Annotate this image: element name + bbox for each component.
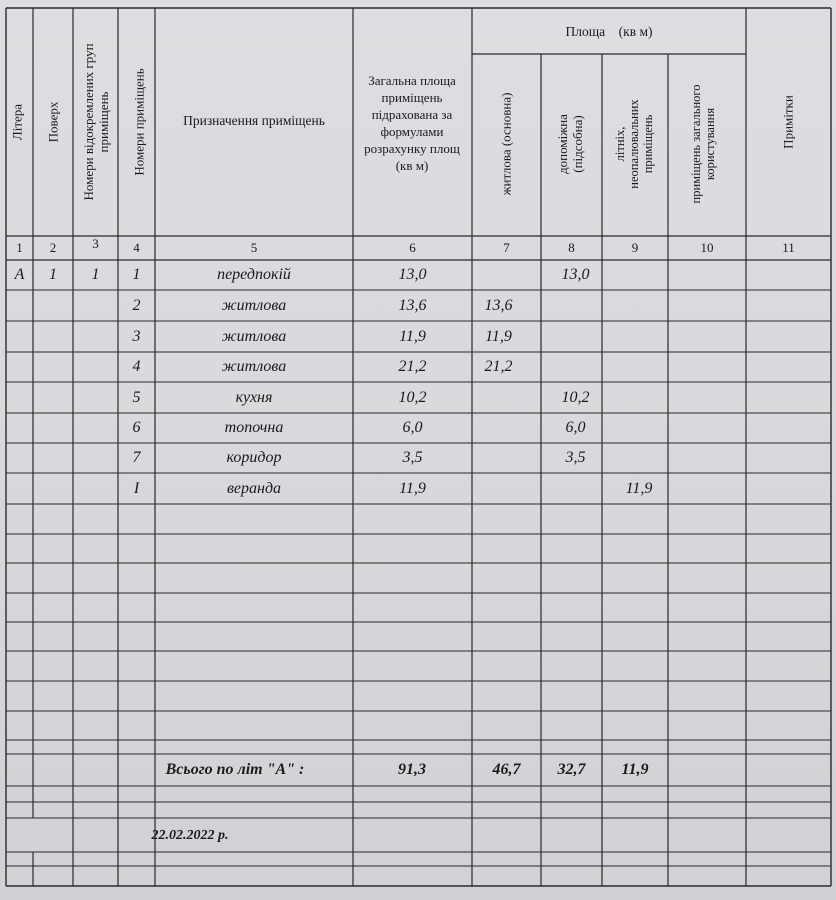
- cell-aux: [545, 474, 606, 503]
- cell-group: [73, 353, 118, 381]
- cell-aux: 6,0: [565, 419, 586, 436]
- cell-aux: [545, 353, 606, 381]
- cell-summer: [606, 353, 672, 381]
- cell-total: 13,0: [398, 266, 427, 283]
- header-area-group: Площа (кв м): [565, 23, 653, 39]
- totals-aux: 32,7: [557, 761, 586, 778]
- cell-group: [73, 474, 118, 503]
- column-number: 10: [700, 240, 714, 255]
- cell-total: 13,6: [398, 296, 427, 314]
- cell-aux: 10,2: [561, 388, 590, 406]
- cell-living: 13,6: [484, 296, 513, 314]
- cell-living: [464, 383, 533, 412]
- column-number: 9: [631, 240, 639, 255]
- cell-floor: [33, 353, 73, 381]
- column-number: 6: [409, 240, 416, 255]
- header-total-area: Загальна площа приміщень підрахована за формулами розрахунку площ (кв м): [364, 72, 460, 173]
- cell-litera: [6, 444, 33, 472]
- header-common-line1: приміщень загального: [689, 84, 703, 204]
- cell-room: І: [133, 479, 140, 497]
- header-aux-line1: допоміжна: [555, 114, 570, 174]
- cell-total: 3,5: [402, 449, 423, 466]
- cell-total: 11,9: [399, 327, 426, 345]
- cell-floor: [33, 414, 73, 442]
- header-groups-line2: приміщень: [96, 91, 111, 153]
- cell-group: [73, 383, 118, 412]
- cell-aux: [545, 322, 606, 351]
- cell-living: 11,9: [485, 327, 512, 345]
- header-purpose: Призначення приміщень: [183, 112, 325, 128]
- cell-summer: [606, 291, 672, 320]
- cell-room: 2: [132, 296, 141, 314]
- column-number: 5: [250, 240, 258, 255]
- header-aux: [555, 114, 585, 174]
- cell-litera: [6, 474, 33, 503]
- cell-purpose: житлова: [221, 358, 287, 375]
- cell-litera: [6, 383, 33, 412]
- column-number: 8: [568, 240, 575, 255]
- column-number: 4: [133, 240, 140, 255]
- cell-room: 3: [132, 327, 141, 345]
- cell-summer: 11,9: [625, 479, 653, 497]
- header-summer-line2: неопалювальних: [627, 99, 641, 189]
- totals-summer: 11,9: [621, 761, 649, 778]
- header-summer-line3: приміщень: [641, 114, 655, 174]
- totals-living: 46,7: [492, 761, 521, 778]
- cell-purpose: веранда: [226, 479, 282, 497]
- document-date: 22.02.2022 р.: [151, 828, 229, 843]
- totals-total: 91,3: [398, 761, 426, 778]
- header-notes: Примітки: [780, 95, 796, 149]
- header-aux-line2: (підсобна): [570, 115, 585, 173]
- column-number: 11: [782, 240, 795, 255]
- cell-litera: А: [14, 266, 25, 283]
- cell-floor: [33, 322, 73, 351]
- cell-living: 21,2: [484, 358, 513, 375]
- totals-label: Всього по літ "А" :: [165, 761, 305, 778]
- cell-total: 10,2: [398, 388, 427, 406]
- cell-purpose: топочна: [224, 419, 284, 436]
- cell-litera: [6, 322, 33, 351]
- header-groups-line1: Номери відокремлених груп: [81, 43, 96, 201]
- cell-floor: [33, 444, 73, 472]
- cell-floor: 1: [49, 266, 57, 283]
- header-summer-line1: літніх,: [613, 126, 627, 162]
- cell-total: 11,9: [399, 479, 426, 497]
- cell-total: 6,0: [402, 419, 423, 436]
- cell-room: 7: [132, 449, 141, 466]
- cell-floor: [33, 474, 73, 503]
- column-number: 7: [503, 240, 510, 255]
- header-groups: [81, 43, 111, 200]
- cell-group: 1: [91, 266, 100, 283]
- cell-room: 5: [132, 388, 141, 406]
- cell-summer: [606, 322, 672, 351]
- cell-floor: [33, 291, 73, 320]
- column-number: 2: [49, 240, 57, 255]
- cell-purpose: коридор: [226, 449, 282, 466]
- cell-living: [464, 414, 533, 442]
- cell-aux: 3,5: [565, 449, 586, 466]
- cell-purpose: передпокій: [217, 266, 291, 283]
- cell-total: 21,2: [398, 358, 427, 375]
- header-common-line2: користування: [703, 107, 717, 181]
- cell-group: [73, 322, 118, 351]
- cell-room: 6: [132, 419, 141, 436]
- cell-room: 1: [132, 266, 141, 283]
- cell-summer: [606, 261, 672, 289]
- cell-aux: 13,0: [561, 266, 590, 283]
- cell-aux: [545, 291, 606, 320]
- cell-group: [73, 291, 118, 320]
- cell-living: [464, 474, 533, 503]
- cell-room: 4: [132, 358, 141, 375]
- cell-litera: [6, 414, 33, 442]
- cell-purpose: кухня: [235, 388, 273, 406]
- cell-living: [464, 444, 533, 472]
- header-poverkh: Поверх: [45, 101, 61, 143]
- header-common: [689, 85, 717, 204]
- column-number: 1: [16, 240, 23, 255]
- cell-summer: [606, 383, 672, 412]
- cell-litera: [6, 353, 33, 381]
- cell-floor: [33, 383, 73, 412]
- header-room-numbers: Номери приміщень: [131, 68, 147, 176]
- cell-summer: [606, 444, 672, 472]
- cell-living: [464, 261, 533, 289]
- header-summer: [613, 99, 655, 188]
- header-litera: Літера: [9, 103, 25, 141]
- cell-group: [73, 414, 118, 442]
- cell-summer: [606, 414, 672, 442]
- column-number: 3: [92, 236, 99, 251]
- cell-purpose: житлова: [221, 296, 287, 314]
- cell-litera: [6, 291, 33, 320]
- cell-purpose: житлова: [221, 327, 287, 345]
- header-living: житлова (основна): [498, 92, 514, 196]
- cell-group: [73, 444, 118, 472]
